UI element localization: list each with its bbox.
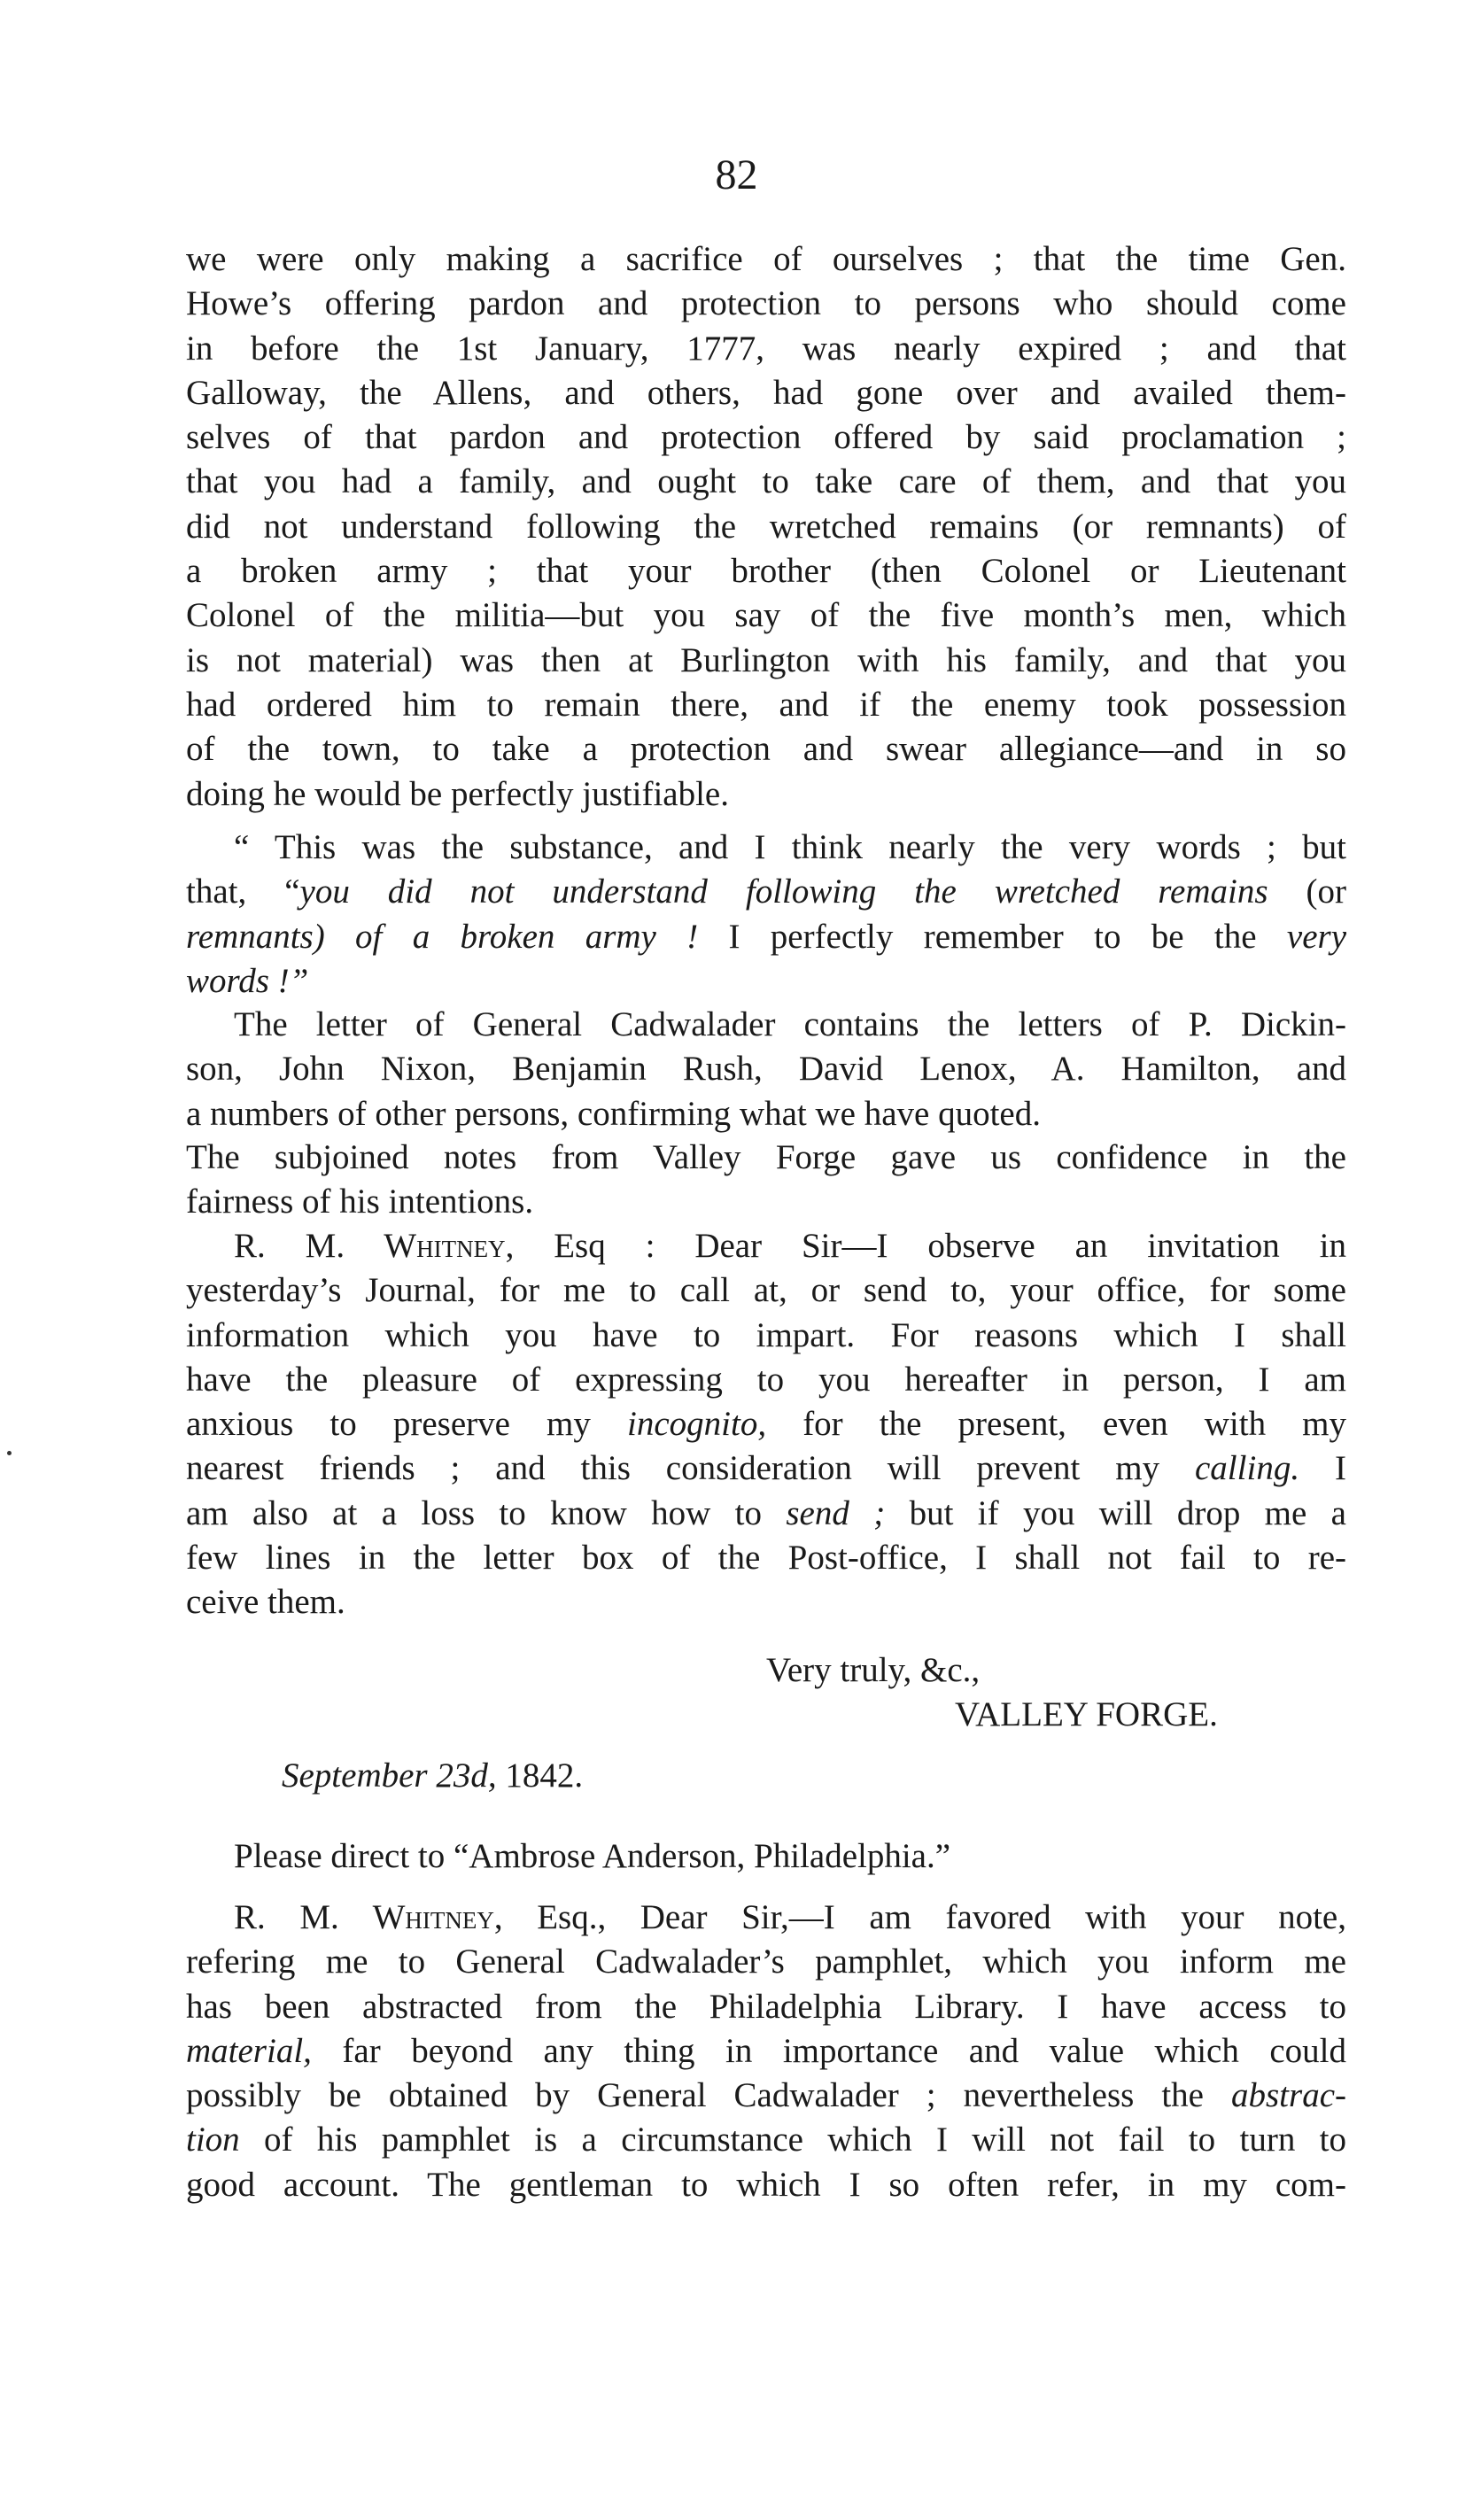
italic-span: material, [186,2031,312,2070]
text-line [186,1224,1346,1268]
text-line [186,2029,1346,2074]
text-span: for the present, even with my [766,1405,1347,1444]
text-line [186,1896,1346,1940]
text-span: of his pamphlet is a circumstance which I will not fail to turn to [239,2121,1346,2159]
letter-closing: Very truly, &c., [766,1651,981,1689]
direction-note: Please direct to “Ambrose Anderson, Philadelphia.” [234,1837,951,1875]
italic-span: incognito, [627,1405,767,1444]
letter-date [282,1756,583,1795]
text-line: did not understand following the wretched remains (or remnants) of [186,507,1346,546]
italic-span: remnants) [186,917,325,956]
text-line [186,1446,1346,1491]
italic-span: calling. [1195,1449,1300,1488]
text-line [186,915,1346,959]
recipient-name: R. M. Whitney [234,1227,506,1265]
text-line: The subjoined notes from Valley Forge gave us confidence in the [186,1138,1346,1176]
text-span: anxious to preserve my [186,1405,628,1444]
text-line: ceive them. [186,1583,345,1622]
text-span: 1842. [496,1756,584,1795]
text-span: that, “ [186,872,300,911]
text-line: a broken army ; that your brother (then Colonel or Lieutenant [186,552,1346,591]
text-line: have the pleasure of expressing to you hereafter in person, I am [186,1360,1346,1399]
text-line: that you had a family, and ought to take care of them, and that you [186,462,1346,501]
text-line: information which you have to impart. For reasons which I shall [186,1315,1346,1354]
text-span: but if you will drop me a [885,1493,1346,1532]
text-line [186,1492,1346,1536]
text-line [186,1402,1346,1446]
italic-span: send ; [786,1493,886,1532]
text-line [186,2074,1346,2118]
text-line: yesterday’s Journal, for me to call at, or send to, your office, for some [186,1271,1346,1310]
text-line: Howe’s offering pardon and protection to persons who should come [186,284,1346,323]
recipient-name: R. M. Whitney [234,1898,494,1936]
text-line: doing he would be perfectly justifiable. [186,774,729,813]
text-line: good account. The gentleman to which I so often refer, in my com- [186,2165,1346,2204]
text-line: Colonel of the militia—but you say of the five month’s men, which [186,596,1346,635]
text-line: fairness of his intentions. [186,1182,534,1221]
text-span: , Esq., Dear Sir,—I am favored with your note, [493,1898,1346,1936]
text-line: has been abstracted from the Philadelphia Library. I have access to [186,1987,1346,2026]
text-line: Galloway, the Allens, and others, had gone over and availed them- [186,373,1346,412]
letter-signature: VALLEY FORGE. [955,1695,1218,1733]
letter-2 [186,1896,1346,2207]
text-span: am also at a loss to know how to [186,1493,787,1532]
text-line: we were only making a sacrifice of ourselves ; that the time Gen. [186,240,1346,278]
text-line: is not material) was then at Burlington with his family, and that you [186,640,1346,679]
text-line: had ordered him to remain there, and if the enemy took possession [186,685,1346,724]
text-line: The letter of General Cadwalader contains the letters of P. Dickin- [234,1005,1346,1043]
italic-span: of a broken army ! [324,917,699,956]
italic-span: tion [186,2121,240,2159]
text-span: nearest friends ; and this consideration will prevent my [186,1449,1195,1488]
text-span: I [1299,1449,1346,1488]
text-line [186,2118,1346,2162]
italic-span: you did not understand following the wretched remains [299,872,1268,911]
text-span: , Esq : Dear Sir—I observe an invitation in [505,1227,1346,1265]
italic-span: September 23d, [282,1756,497,1795]
italic-span: abstrac- [1231,2076,1346,2115]
text-span: far beyond any thing in importance and value which could [311,2031,1346,2070]
text-line: few lines in the letter box of the Post-office, I shall not fail to re- [186,1539,1346,1578]
paragraph-1 [186,237,1346,817]
italic-span: very [1286,917,1346,956]
text-line: “ This was the substance, and I think nearly the very words ; but [234,828,1346,866]
page-number: 82 [715,151,758,198]
text-span: (or [1268,872,1346,911]
text-line: in before the 1st January, 1777, was nearly expired ; and that [186,329,1346,368]
text-line: of the town, to take a protection and swear allegiance—and in so [186,730,1346,769]
text-span: I perfectly remember to be the [698,917,1287,956]
paragraph-3 [186,1003,1346,1136]
letter-1 [186,1224,1346,1625]
paragraph-2-quote [186,826,1346,1004]
scan-speck [7,1451,12,1455]
paragraph-4 [186,1136,1346,1225]
text-span: possibly be obtained by General Cadwalader ; nevertheless the [186,2076,1231,2115]
text-line: a numbers of other persons, confirming what we have quoted. [186,1094,1041,1133]
text-line: selves of that pardon and protection offered by said proclamation ; [186,418,1346,457]
text-line: son, John Nixon, Benjamin Rush, David Lenox, A. Hamilton, and [186,1050,1346,1089]
text-line: words !” [186,961,309,1000]
text-line [186,870,1346,914]
text-line: refering me to General Cadwalader’s pamphlet, which you inform me [186,1942,1346,1981]
